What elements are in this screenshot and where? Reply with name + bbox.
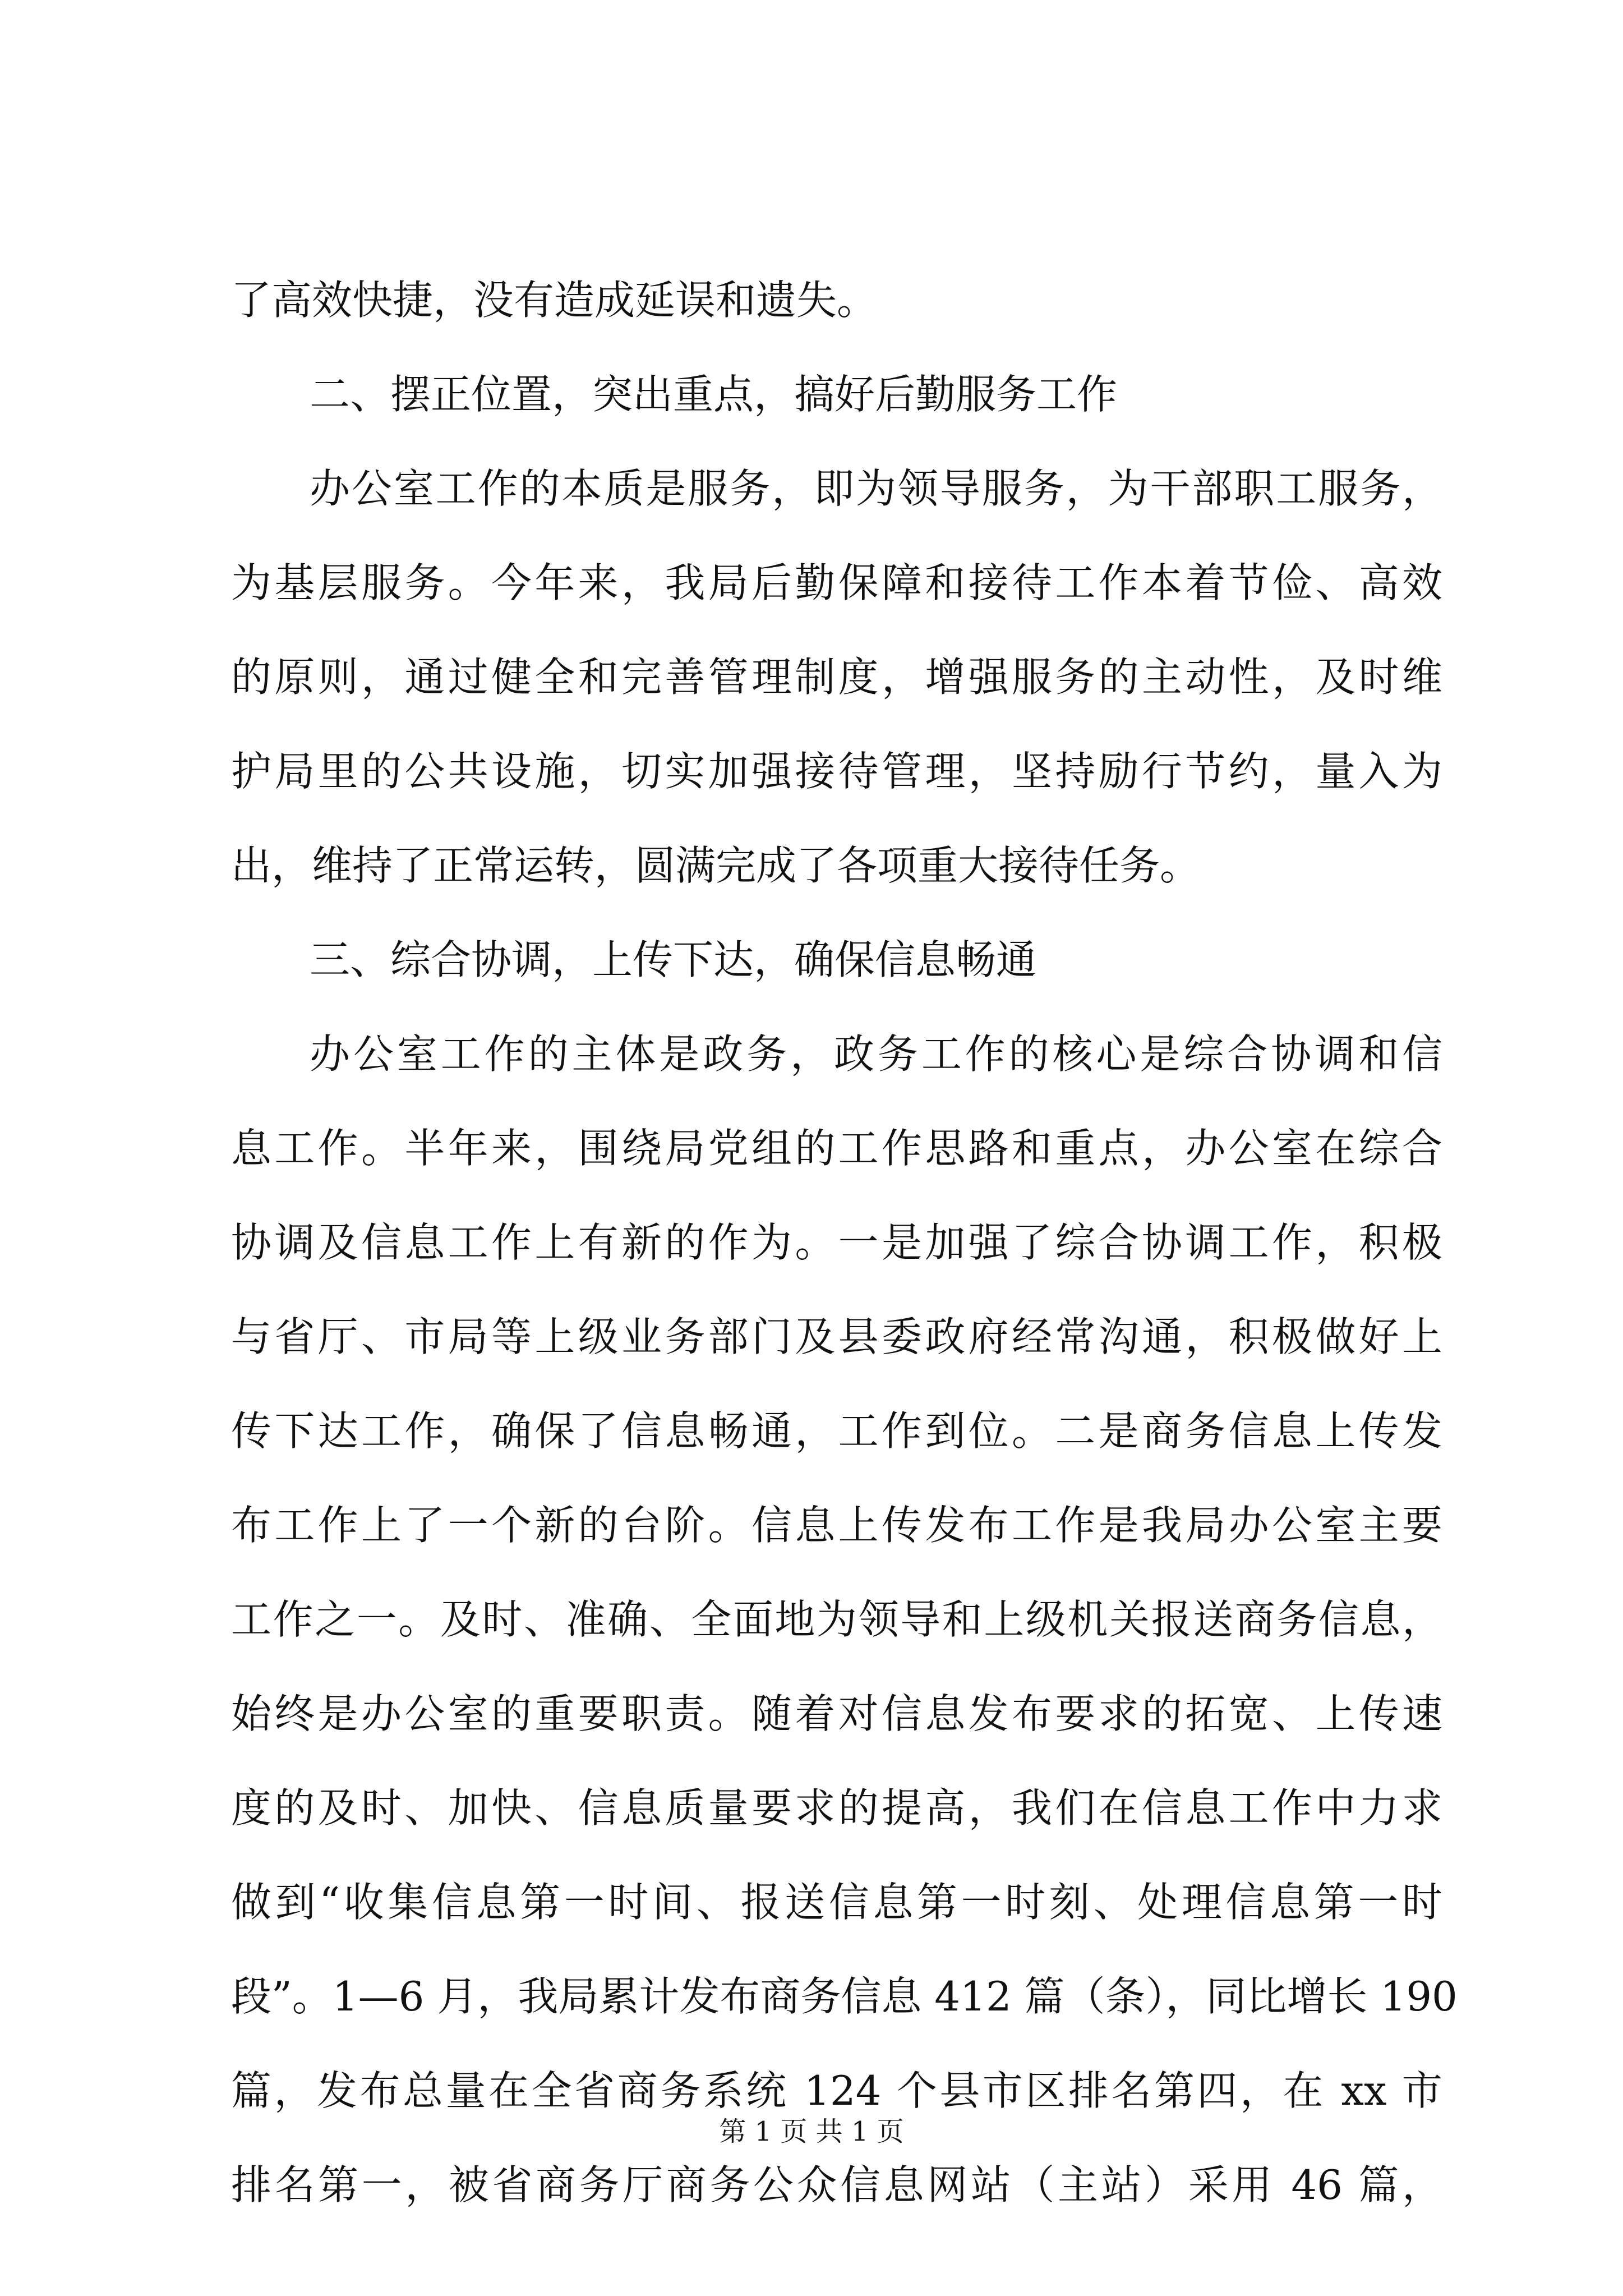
body-line: 协调及信息工作上有新的作为。一是加强了综合协调工作，积极 [231,1219,1442,1266]
body-line: 护局里的公共设施，切实加强接待管理，坚持励行节约，量入为 [231,748,1442,795]
page-footer: 第 1 页 共 1 页 [719,2116,904,2147]
section-heading: 三、综合协调，上传下达，确保信息畅通 [310,936,1037,983]
section-heading: 二、摆正位置，突出重点，搞好后勤服务工作 [310,371,1118,418]
body-line: 始终是办公室的重要职责。随着对信息发布要求的拓宽、上传速 [231,1690,1442,1737]
body-line: 传下达工作，确保了信息畅通，工作到位。二是商务信息上传发 [231,1407,1442,1455]
body-line: 办公室工作的主体是政务，政务工作的核心是综合协调和信 [310,1030,1442,1078]
body-line: 布工作上了一个新的台阶。信息上传发布工作是我局办公室主要 [231,1502,1442,1549]
body-line: 段”。1—6 月，我局累计发布商务信息 412 篇（条），同比增长 190 [231,1973,1458,2020]
body-line: 篇，发布总量在全省商务系统 124 个县市区排名第四，在 xx 市 [231,2067,1442,2114]
body-line: 了高效快捷，没有造成延误和遗失。 [231,277,878,324]
body-line: 出，维持了正常运转，圆满完成了各项重大接待任务。 [231,842,1201,889]
body-line: 做到“收集信息第一时间、报送信息第一时刻、处理信息第一时 [231,1879,1442,1926]
body-line: 工作之一。及时、准确、全面地为领导和上级机关报送商务信息， [231,1596,1442,1643]
body-line: 办公室工作的本质是服务，即为领导服务，为干部职工服务， [310,465,1442,512]
body-line: 息工作。半年来，围绕局党组的工作思路和重点，办公室在综合 [231,1125,1442,1172]
body-line: 与省厅、市局等上级业务部门及县委政府经常沟通，积极做好上 [231,1313,1442,1360]
body-line: 为基层服务。今年来，我局后勤保障和接待工作本着节俭、高效 [231,559,1442,606]
body-line: 的原则，通过健全和完善管理制度，增强服务的主动性，及时维 [231,654,1442,701]
body-line: 度的及时、加快、信息质量要求的提高，我们在信息工作中力求 [231,1784,1442,1832]
body-line: 排名第一，被省商务厅商务公众信息网站（主站）采用 46 篇， [231,2161,1442,2208]
